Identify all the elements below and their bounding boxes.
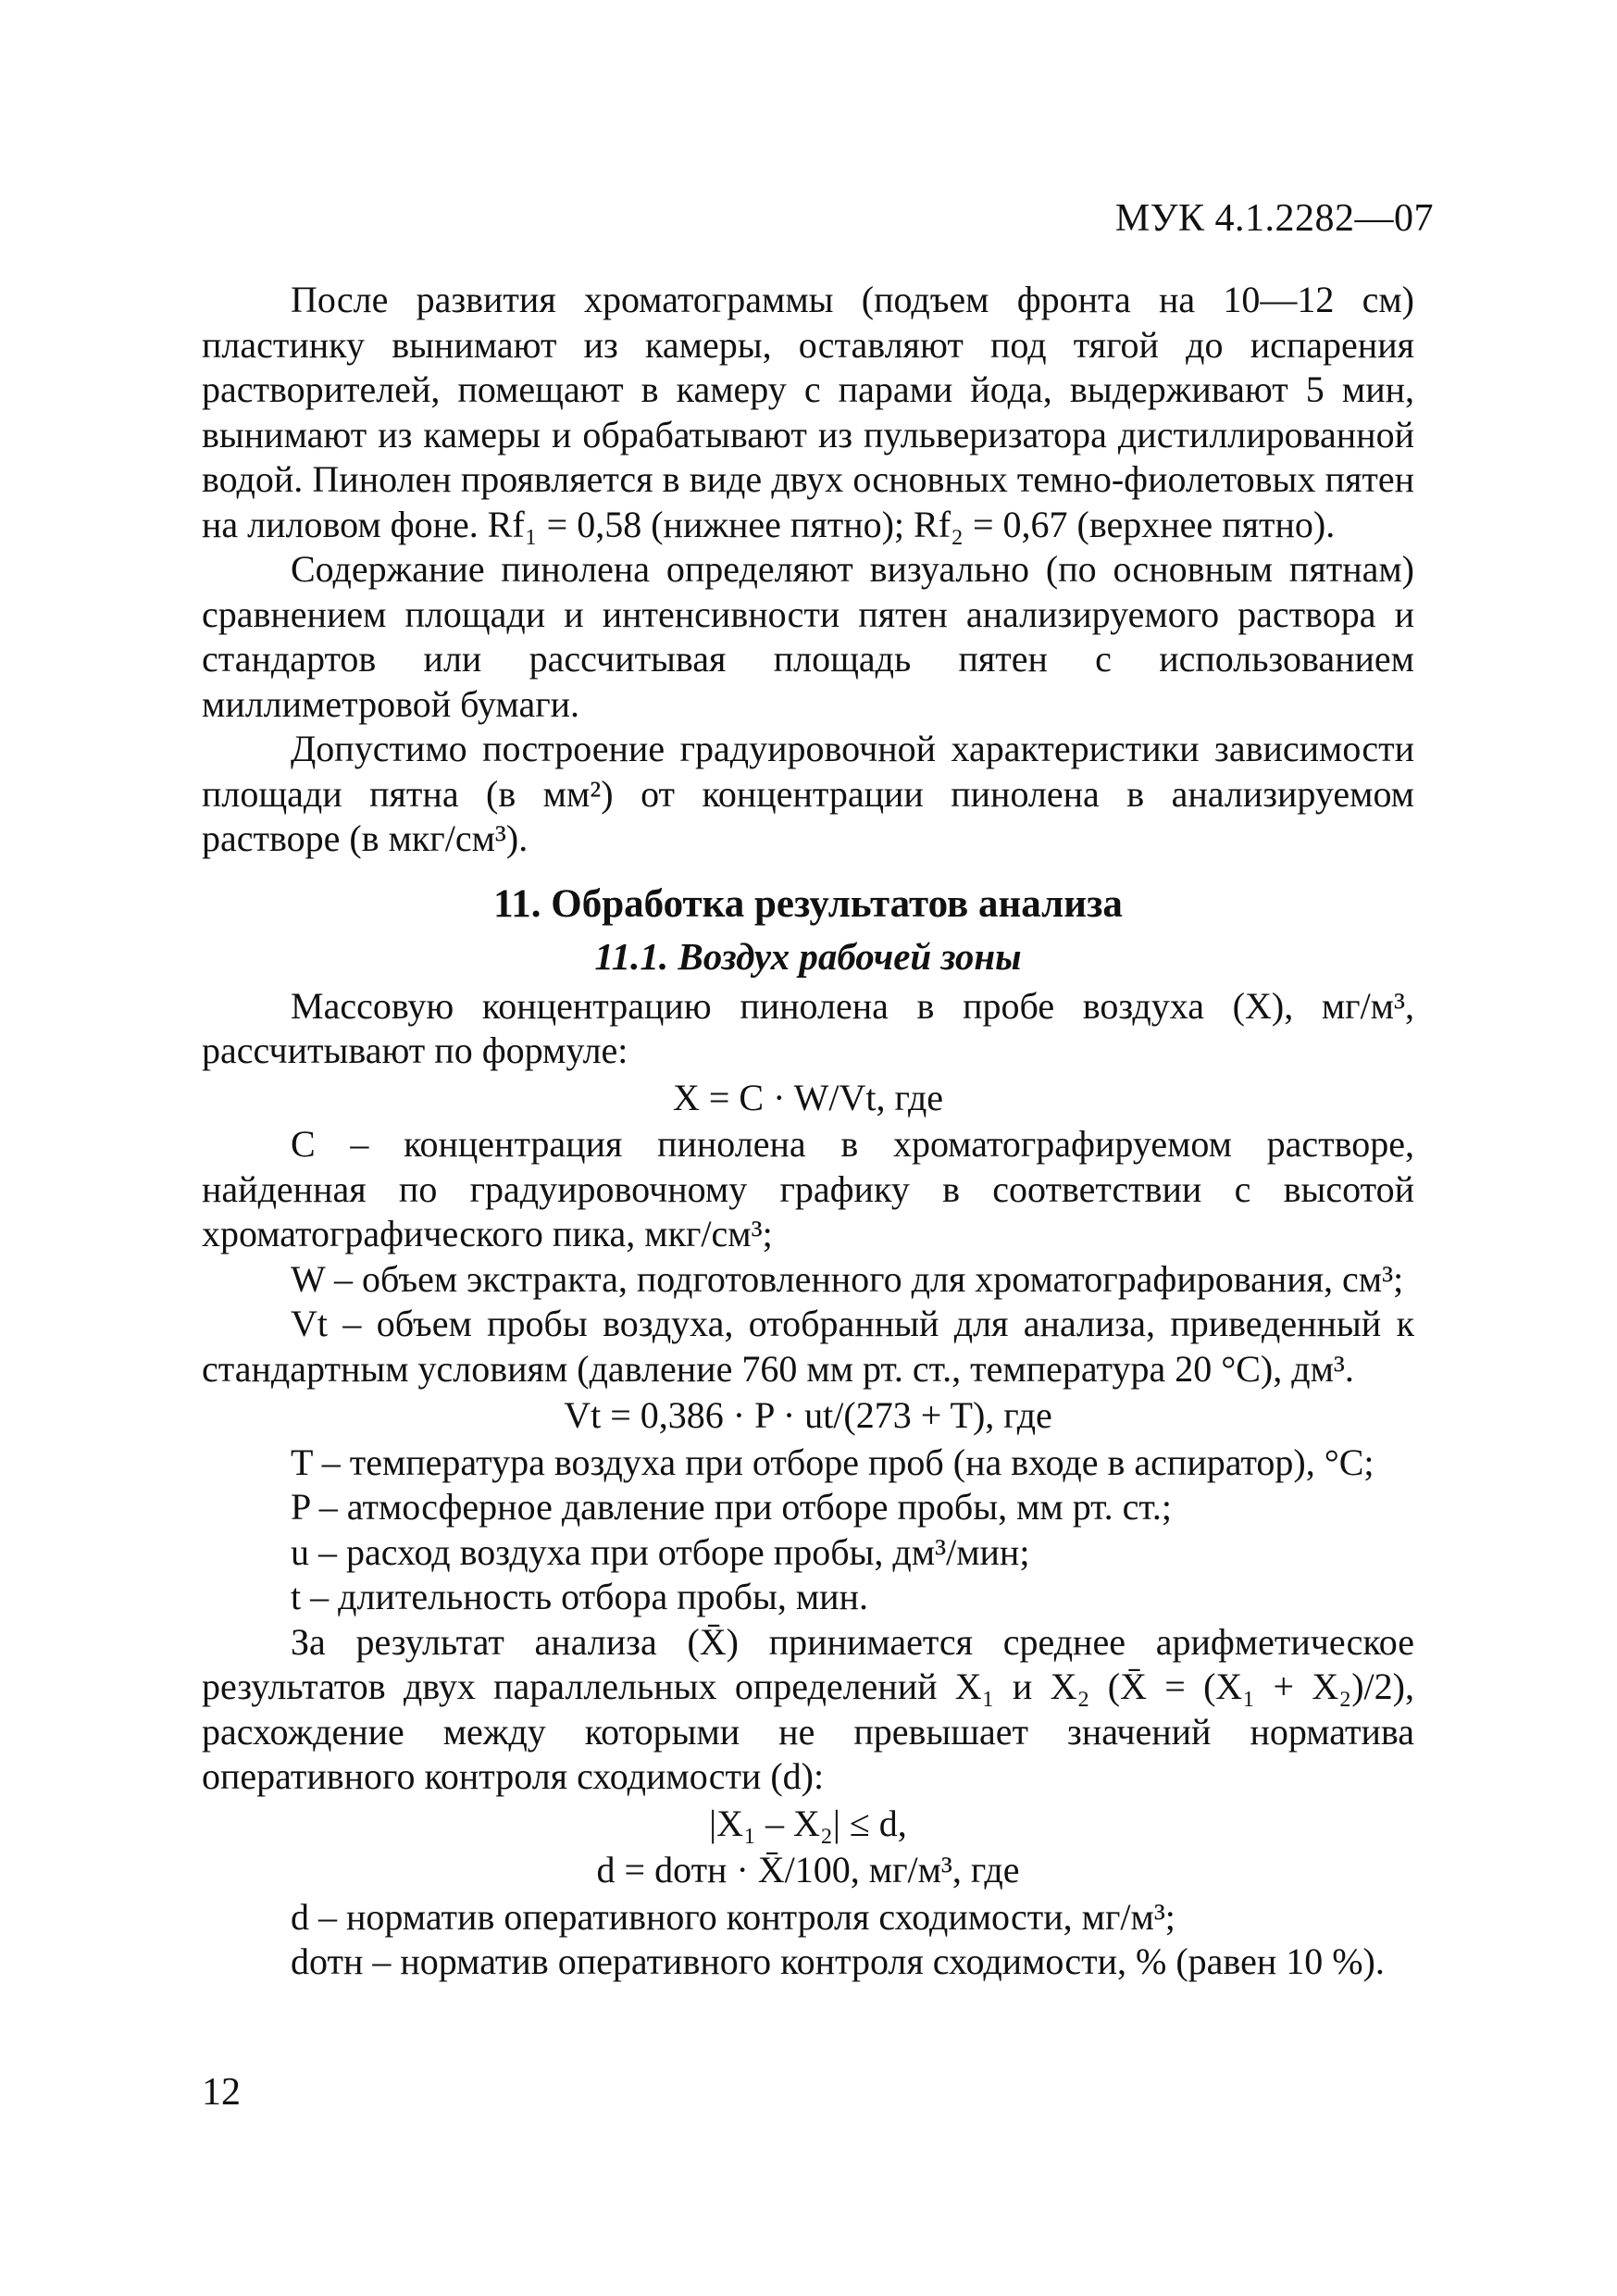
- paragraph-calibration: Допустимо построение градуировочной характеристики зависимости площади пятна (в мм²) от концентрации пинолена в анализируемом растворе (в мкг/см³).: [202, 728, 1414, 859]
- paragraph-result: За результат анализа (X̄) принимается среднее арифметическое результатов двух параллельных определений X₁ и X₂ (X̄ = (X₁ + X₂)/2), расхождение между которыми не превышает значений норматива оперативного контроля сходимости (d):: [202, 1620, 1414, 1797]
- formula-difference: |X₁ – X₂| ≤ d,: [709, 1802, 907, 1844]
- document-code: МУК 4.1.2282—07: [1114, 197, 1434, 240]
- paragraph-chromatogram: После развития хроматограммы (подъем фронта на 10—12 см) пластинку вынимают из камеры, оставляют под тягой до испарения растворителей, помещают в камеру с парами йода, выдерживают 5 мин, вынимают из камеры и обрабатывают из пульверизатора дистиллированной водой. Пинолен проявляется в виде двух основных темно-фиолетовых пятен на лиловом фоне. Rf₁ = 0,58 (нижнее пятно); Rf₂ = 0,67 (верхнее пятно).: [202, 279, 1414, 545]
- definition-pressure: P – атмосферное давление при отборе пробы, мм рт. ст.;: [291, 1486, 1172, 1528]
- definition-temperature: T – температура воздуха при отборе проб (на входе в аспиратор), °С;: [291, 1441, 1374, 1483]
- formula-d: d = dотн · X̄/100, мг/м³, где: [596, 1849, 1020, 1890]
- formula-x: X = C · W/Vt, где: [672, 1076, 944, 1118]
- page-number: 12: [202, 2071, 241, 2114]
- definition-c: C – концентрация пинолена в хроматографируемом растворе, найденная по градуировочному графику в соответствии с высотой хроматографического пика, мкг/см³;: [202, 1123, 1414, 1254]
- formula-vt: Vt = 0,386 · P · ut/(273 + T), где: [564, 1394, 1052, 1436]
- definition-vt: Vt – объем пробы воздуха, отобранный для анализа, приведенный к стандартным условиям (давление 760 мм рт. ст., температура 20 °С), дм³.: [202, 1303, 1414, 1390]
- paragraph-visual-determination: Содержание пинолена определяют визуально (по основным пятнам) сравнением площади и интенсивности пятен анализируемого раствора и стандартов или рассчитывая площадь пятен с использованием миллиметровой бумаги.: [202, 548, 1414, 725]
- paragraph-intro: Массовую концентрацию пинолена в пробе воздуха (X), мг/м³, рассчитывают по формуле:: [202, 984, 1414, 1071]
- subsection-title: 11.1. Воздух рабочей зоны: [594, 934, 1022, 978]
- section-title: 11. Обработка результатов анализа: [493, 881, 1123, 926]
- definition-d: d – норматив оперативного контроля сходимости, мг/м³;: [291, 1895, 1175, 1938]
- document-body: [202, 278, 1414, 1985]
- definition-d-otn: dотн – норматив оперативного контроля сходимости, % (равен 10 %).: [291, 1940, 1385, 1982]
- definition-w: W – объем экстракта, подготовленного для хроматографирования, см³;: [291, 1257, 1404, 1300]
- definition-flow: u – расход воздуха при отборе пробы, дм³/мин;: [291, 1530, 1030, 1573]
- definition-duration: t – длительность отбора пробы, мин.: [291, 1576, 868, 1617]
